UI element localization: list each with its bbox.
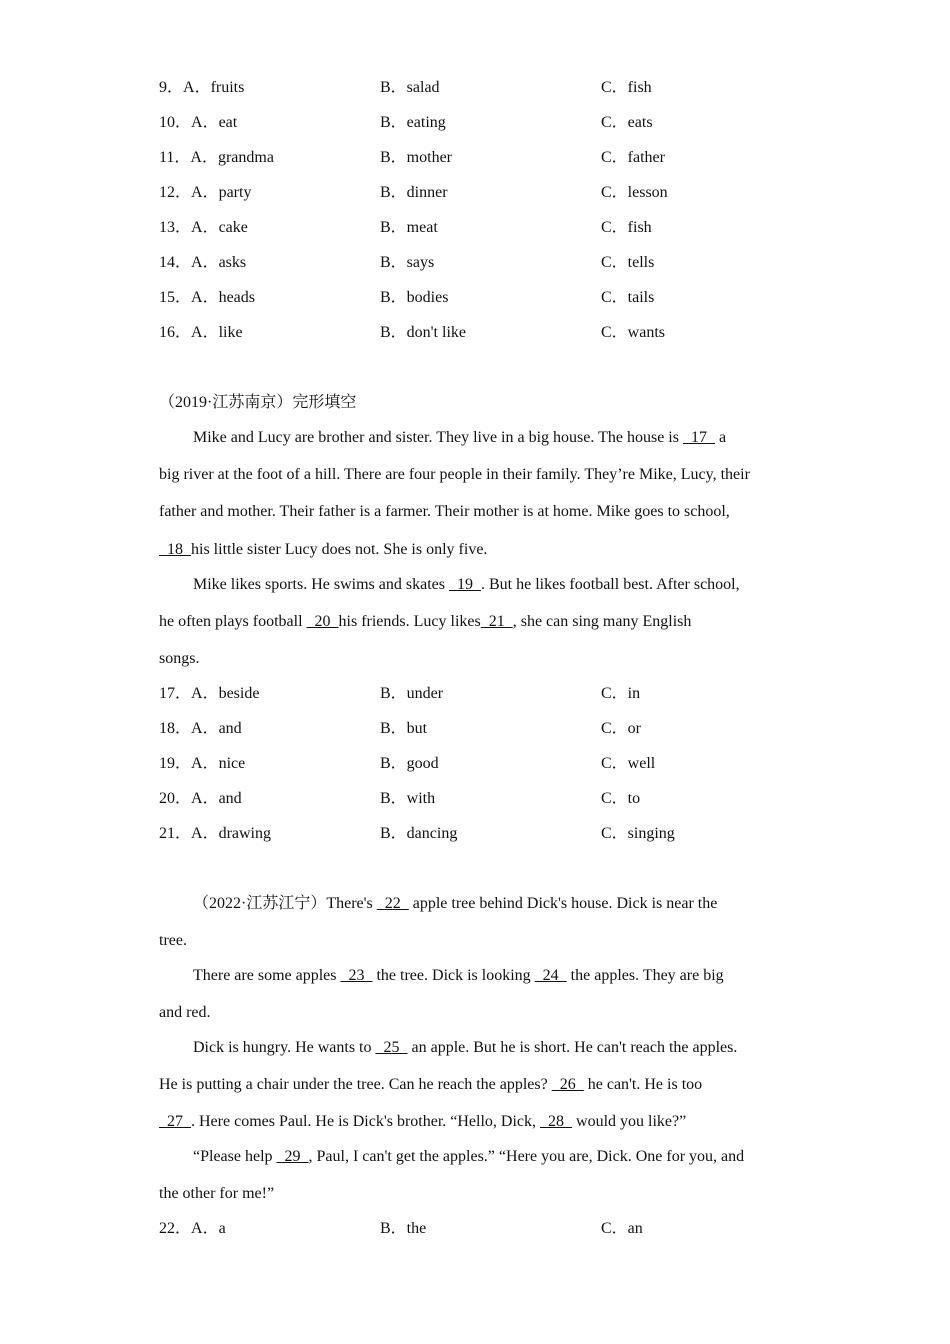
blank: 29 (276, 1148, 309, 1165)
option-c: C．in (601, 685, 641, 702)
blank: 24 (534, 967, 567, 984)
option-c: C．wants (601, 324, 666, 341)
option-a: 11．A．grandma (159, 149, 274, 166)
blank: 26 (551, 1076, 584, 1093)
passage-line: 27 . Here comes Paul. He is Dick's brother. “Hello, Dick, 28 would you like?” (159, 1113, 687, 1130)
option-c: C．fish (601, 79, 652, 96)
blank: 17 (682, 429, 715, 446)
passage-line: tree. (159, 932, 187, 949)
blank: 19 (448, 576, 481, 593)
option-b: B．the (380, 1220, 427, 1237)
option-b: B．bodies (380, 289, 449, 306)
blank: 23 (340, 967, 373, 984)
option-b: B．under (380, 685, 444, 702)
passage-line: Dick is hungry. He wants to 25 an apple. But he is short. He can't reach the apples. (193, 1039, 738, 1056)
option-c: C．father (601, 149, 665, 166)
option-b: B．with (380, 790, 436, 807)
section-heading: （2019·江苏南京）完形填空 (159, 394, 357, 411)
blank: 18 (159, 541, 191, 558)
option-a: 20．A．and (159, 790, 242, 807)
option-a: 9．A．fruits (159, 79, 245, 96)
blank: 20 (306, 613, 339, 630)
option-a: 12．A．party (159, 184, 252, 201)
option-b: B．good (380, 755, 439, 772)
blank: 28 (540, 1113, 573, 1130)
option-a: 22．A．a (159, 1220, 226, 1237)
passage-line: the other for me!” (159, 1185, 275, 1202)
option-a: 16．A．like (159, 324, 243, 341)
option-a: 15．A．heads (159, 289, 256, 306)
option-c: C．tells (601, 254, 655, 271)
passage-line: There are some apples 23 the tree. Dick is looking 24 the apples. They are big (193, 967, 724, 984)
option-b: B．dinner (380, 184, 448, 201)
option-c: C．tails (601, 289, 655, 306)
passage-line: Mike and Lucy are brother and sister. They live in a big house. The house is 17 a (193, 429, 727, 446)
passage-line: 18 his little sister Lucy does not. She is only five. (159, 541, 488, 558)
option-b: B．salad (380, 79, 440, 96)
option-a: 19．A．nice (159, 755, 246, 772)
passage-line: （2022·江苏江宁）There's 22 apple tree behind Dick's house. Dick is near the (193, 895, 718, 912)
option-b: B．eating (380, 114, 446, 131)
passage-line: “Please help 29 , Paul, I can't get the apples.” “Here you are, Dick. One for you, and (193, 1148, 745, 1165)
blank: 25 (375, 1039, 408, 1056)
passage-line: Mike likes sports. He swims and skates 19 . But he likes football best. After school, (193, 576, 740, 593)
option-a: 21．A．drawing (159, 825, 272, 842)
blank: 21 (480, 613, 513, 630)
option-a: 10．A．eat (159, 114, 238, 131)
option-c: C．eats (601, 114, 653, 131)
passage-line: and red. (159, 1004, 211, 1021)
option-c: C．well (601, 755, 656, 772)
option-b: B．meat (380, 219, 438, 236)
option-a: 18．A．and (159, 720, 242, 737)
passage-line: he often plays football 20 his friends. Lucy likes 21 , she can sing many English (159, 613, 692, 630)
blank: 22 (376, 895, 409, 912)
option-c: C．or (601, 720, 642, 737)
option-b: B．says (380, 254, 435, 271)
option-c: C．fish (601, 219, 652, 236)
option-b: B．mother (380, 149, 452, 166)
passage-line: big river at the foot of a hill. There are four people in their family. They’re Mike, Lucy, their (159, 466, 750, 483)
option-c: C．lesson (601, 184, 668, 201)
option-b: B．but (380, 720, 428, 737)
option-a: 13．A．cake (159, 219, 248, 236)
option-c: C．an (601, 1220, 643, 1237)
passage-line: father and mother. Their father is a farmer. Their mother is at home. Mike goes to school, (159, 503, 730, 520)
option-c: C．to (601, 790, 641, 807)
option-a: 17．A．beside (159, 685, 260, 702)
passage-line: He is putting a chair under the tree. Can he reach the apples? 26 he can't. He is too (159, 1076, 703, 1093)
option-c: C．singing (601, 825, 675, 842)
option-a: 14．A．asks (159, 254, 247, 271)
option-b: B．don't like (380, 324, 466, 341)
blank: 27 (159, 1113, 191, 1130)
option-b: B．dancing (380, 825, 458, 842)
passage-line: songs. (159, 650, 200, 667)
